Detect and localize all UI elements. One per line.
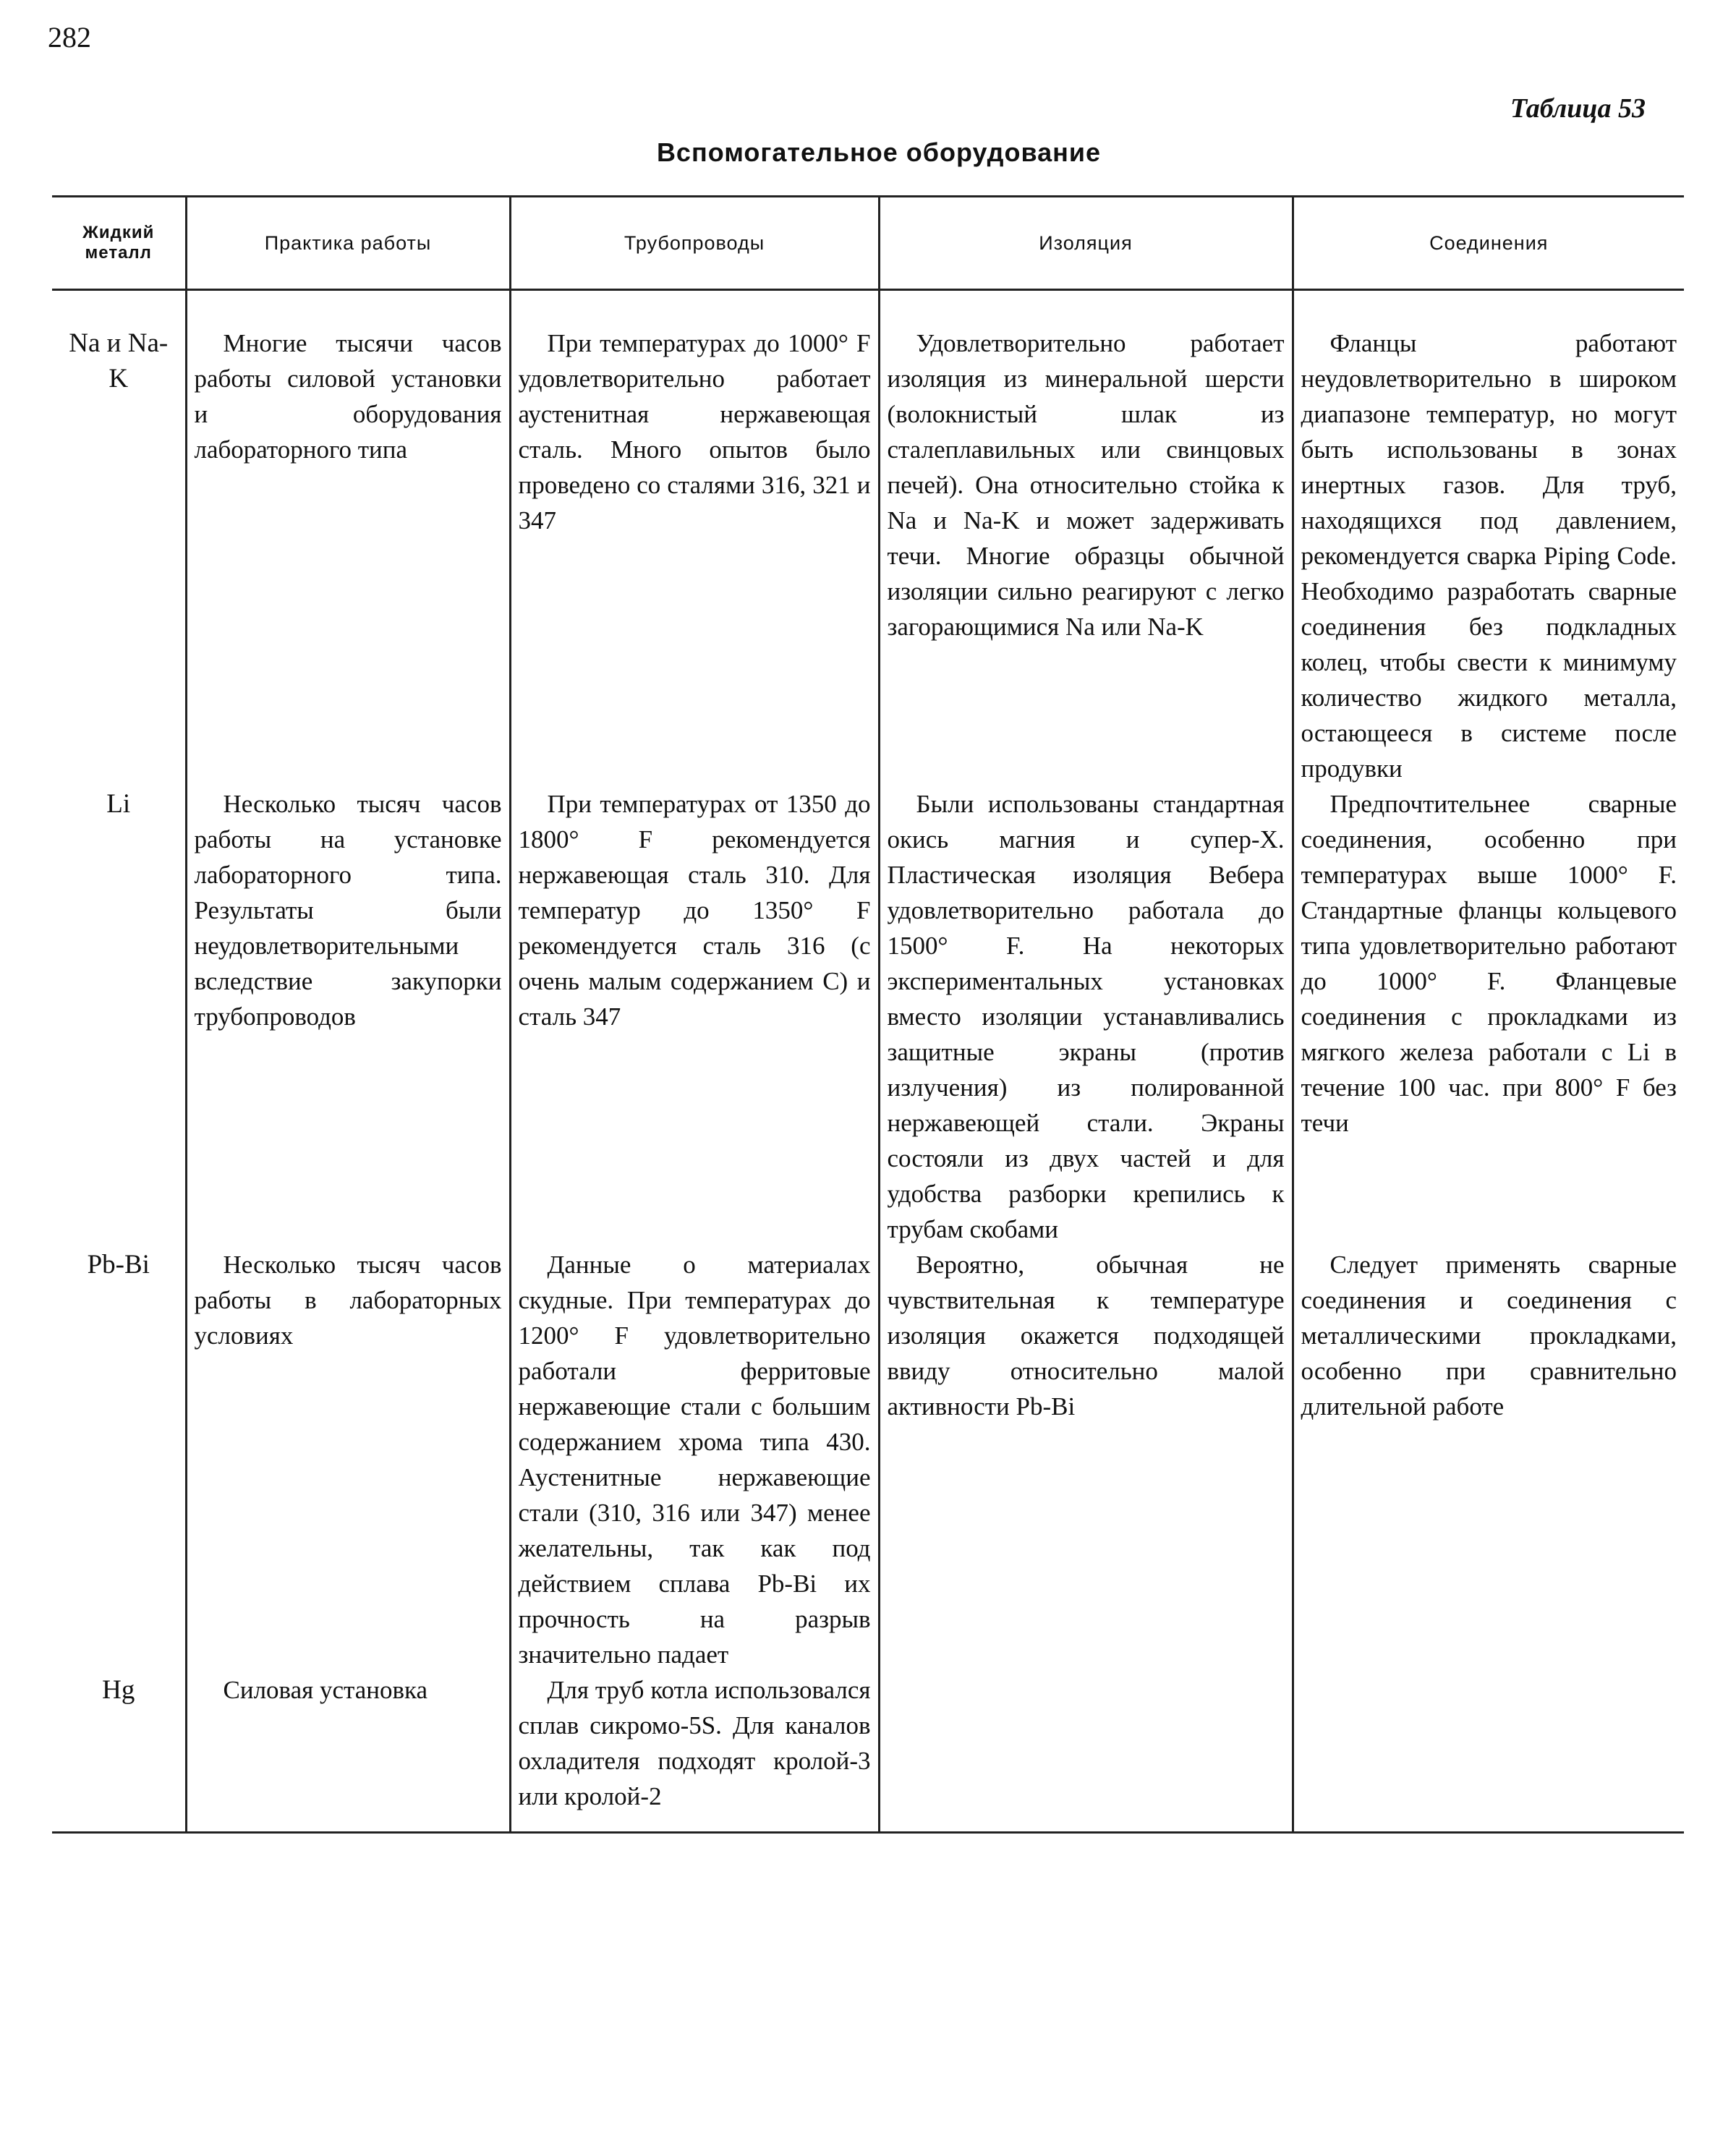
cell-insulation: Вероятно, обычная не чувствительная к температуре изоляция окажется подходящей ввиду относительно малой активности Pb-Bi bbox=[879, 1247, 1293, 1672]
cell-joints: Предпочтительнее сварные соединения, особенно при температурах выше 1000° F. Стандартные фланцы кольцевого типа удовлетворительно работают до 1000° F. Фланцевые соединения с прокладками из мягкого железа работали с Li в течение 100 час. при 800° F без течи bbox=[1293, 786, 1684, 1247]
cell-joints: Следует применять сварные соединения и соединения с металлическими прокладками, особенно при сравнительно длительной работе bbox=[1293, 1247, 1684, 1672]
table-row bbox=[52, 786, 1684, 1247]
column-header-pipes: Трубопроводы bbox=[510, 197, 879, 290]
table-row bbox=[52, 1247, 1684, 1672]
cell-metal: Hg bbox=[52, 1672, 186, 1833]
header-row bbox=[52, 197, 1684, 290]
cell-pipes: При температурах до 1000° F удовлетворительно работает аустенитная нержавеющая сталь. Много опытов было проведено со сталями 316, 321 и 347 bbox=[510, 290, 879, 787]
cell-metal: Na и Na-K bbox=[69, 328, 169, 393]
cell-joints: Фланцы работают неудовлетворительно в широком диапазоне температур, но могут быть использованы в зонах инертных газов. Для труб, находящихся под давлением, рекомендуется сварка Piping Code. Необходимо разработать сварные соединения без подкладных колец, чтобы свести к минимуму количество жидкого металла, остающееся в системе после продувки bbox=[1293, 290, 1684, 787]
table-title: Вспомогательное оборудование bbox=[656, 137, 1102, 167]
table-label: Таблица 53 bbox=[1510, 93, 1646, 124]
cell-pipes: Данные о материалах скудные. При температурах до 1200° F удовлетворительно работали ферритовые нержавеющие стали с большим содержанием хрома типа 430. Аустенитные нержавеющие стали (310, 316 или 347) менее желательны, так как под действием сплава Pb-Bi их прочность на разрыв значительно падает bbox=[510, 1247, 879, 1672]
cell-insulation bbox=[879, 1672, 1293, 1833]
cell-insulation: Были использованы стандартная окись магния и супер-X. Пластическая изоляция Вебера удовлетворительно работала до 1500° F. На некоторых экспериментальных установках вместо изоляции устанавливались защитные экраны (против излучения) из полированной нержавеющей стали. Экраны состояли из двух частей и для удобства разборки крепились к трубам скобами bbox=[879, 786, 1293, 1247]
cell-pipes: Для труб котла использовался сплав сикромо-5S. Для каналов охладителя подходят кролой-3 или кролой-2 bbox=[510, 1672, 879, 1833]
column-header-insulation: Изоляция bbox=[879, 197, 1293, 290]
column-header-joints: Соединения bbox=[1293, 197, 1684, 290]
table-row bbox=[52, 290, 1684, 787]
cell-metal: Li bbox=[106, 789, 131, 819]
data-table bbox=[52, 195, 1684, 1834]
cell-practice: Многие тысячи часов работы силовой установки и оборудования лабораторного типа bbox=[186, 290, 510, 787]
column-header-metal: Жидкий металл bbox=[52, 197, 186, 290]
page-number: 282 bbox=[48, 21, 91, 54]
cell-pipes: При температурах от 1350 до 1800° F рекомендуется нержавеющая сталь 310. Для температур до 1350° F рекомендуется сталь 316 (с очень малым содержанием C) и сталь 347 bbox=[510, 786, 879, 1247]
cell-practice: Несколько тысяч часов работы в лабораторных условиях bbox=[186, 1247, 510, 1672]
cell-metal: Pb-Bi bbox=[87, 1250, 150, 1279]
column-header-practice: Практика работы bbox=[186, 197, 510, 290]
cell-practice: Несколько тысяч часов работы на установке лабораторного типа. Результаты были неудовлетворительными вследствие закупорки трубопроводов bbox=[186, 786, 510, 1247]
cell-joints bbox=[1293, 1672, 1684, 1833]
cell-practice: Силовая установка bbox=[186, 1672, 510, 1833]
cell-insulation: Удовлетворительно работает изоляция из минеральной шерсти (волокнистый шлак из сталеплавильных или свинцовых печей). Она относительно стойка к Na и Na-K и может задерживать течи. Многие образцы обычной изоляции сильно реагируют с легко загорающимися Na или Na-K bbox=[879, 290, 1293, 787]
table-row bbox=[52, 1672, 1684, 1833]
